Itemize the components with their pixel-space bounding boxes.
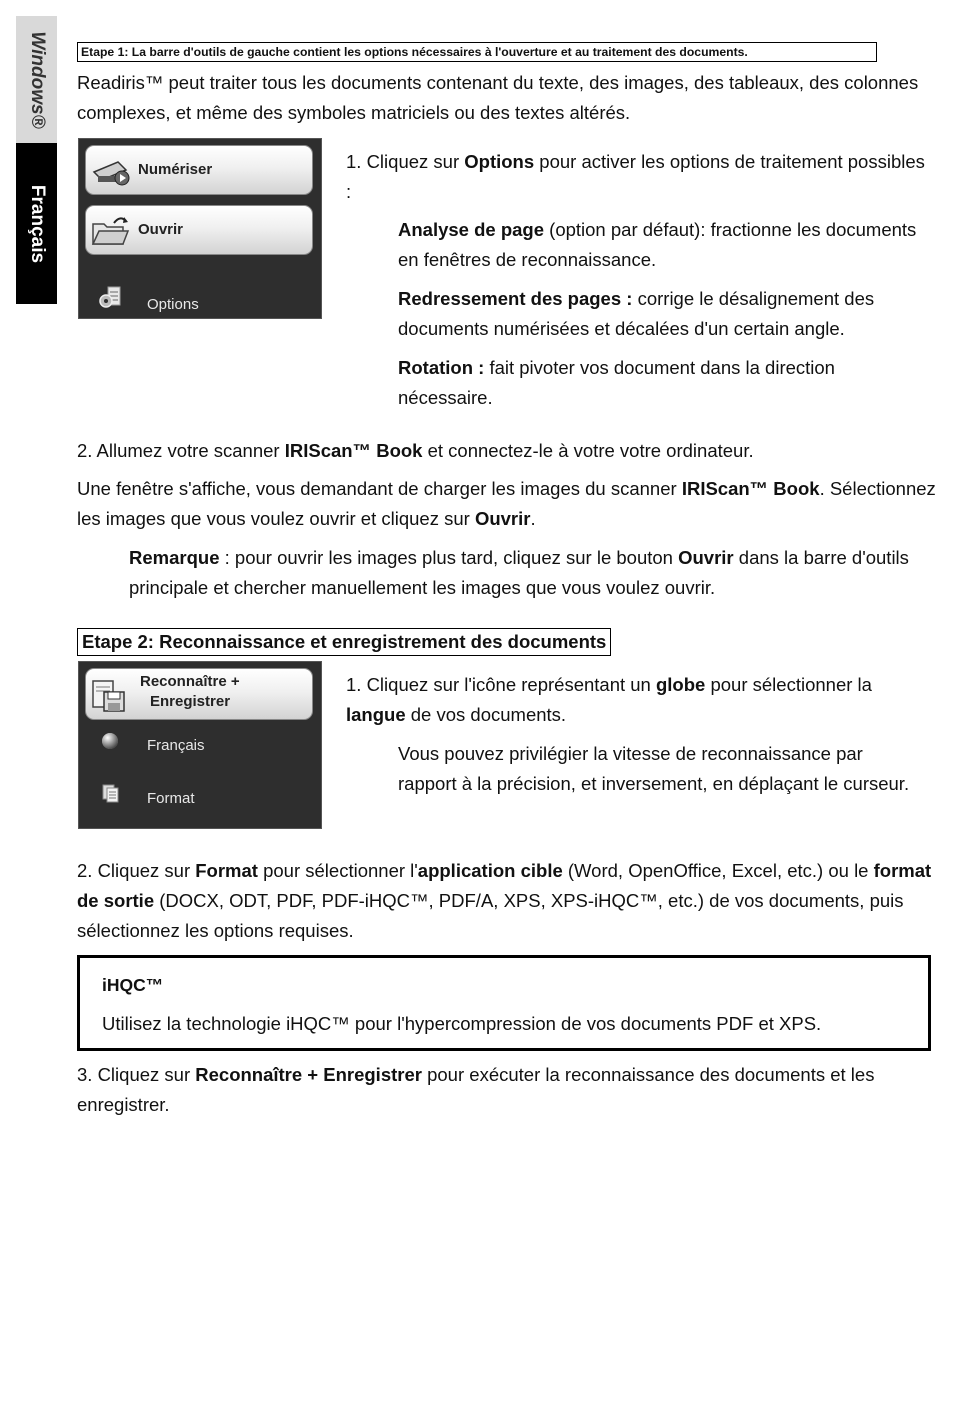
step1-item1 (346, 147, 926, 207)
side-tab-windows-label: Windows® (26, 30, 48, 129)
globe-icon (99, 730, 121, 758)
step1-item2-pre: 2. Allumez votre scanner (77, 440, 285, 461)
ihqc-box (77, 955, 931, 1051)
remark-bold1: Remarque (129, 547, 220, 568)
format-icon (99, 783, 121, 811)
step1-paragraph-post: . (530, 508, 536, 529)
remark (129, 543, 934, 603)
option-rotation-text: fait pivoter vos document dans la direction nécessaire. (398, 357, 835, 408)
step2-item2-bold3: format de sortie (77, 860, 932, 911)
option-analyse-bold: Analyse de page (398, 219, 545, 240)
side-tab-windows (16, 16, 57, 143)
step2-item3-post: pour exécuter la reconnaissance des documents et les enregistrer. (77, 1064, 875, 1115)
step1-paragraph (77, 474, 937, 534)
step2-item2-mid1: pour sélectionner l' (257, 860, 418, 881)
step2-item1-bold1: globe (655, 674, 706, 695)
option-analyse (398, 215, 918, 275)
format-label: Format (147, 790, 195, 807)
step2-item3-bold: Reconnaître + Enregistrer (195, 1064, 422, 1085)
step1-item2-post: et connectez-le à votre votre ordinateur. (422, 440, 754, 461)
side-tab-francais (16, 143, 57, 304)
step2-item1-post: de vos documents. (405, 704, 567, 725)
step2-item2-bold1: Format (195, 860, 258, 881)
step2-item2-post: (DOCX, ODT, PDF, PDF-iHQC™, PDF/A, XPS, XPS-iHQC™, etc.) de vos documents, puis sélectionnez les options requises. (77, 890, 904, 941)
step2-item3-pre: 3. Cliquez sur (77, 1064, 196, 1085)
step1-item2 (77, 436, 937, 466)
remark-post: dans la barre d'outils principale et chercher manuellement les images que vous voulez ouvrir. (129, 547, 909, 598)
step2-heading: Etape 2: Reconnaissance et enregistrement des documents (77, 628, 611, 656)
step2-item1-mid: pour sélectionner la (705, 674, 872, 695)
option-redressement-bold: Redressement des pages : (398, 288, 633, 309)
remark-pre: : pour ouvrir les images plus tard, cliquez sur le bouton (219, 547, 679, 568)
step1-paragraph-bold2: Ouvrir (474, 508, 531, 529)
step1-item2-bold: IRIScan™ Book (284, 440, 423, 461)
options-label: Options (147, 296, 199, 313)
recognize-label-line1: Reconnaître + (140, 673, 240, 690)
side-tab-francais-label: Français (26, 184, 48, 263)
step2-item1-bold2: langue (346, 704, 406, 725)
step2-item2-bold2: application cible (417, 860, 563, 881)
step2-item2-pre: 2. Cliquez sur (77, 860, 196, 881)
toolbar-screenshot-1 (78, 138, 322, 319)
step1-item1-pre: 1. Cliquez sur (346, 151, 465, 172)
step2-item2 (77, 856, 937, 946)
side-tab (16, 16, 57, 304)
step1-paragraph-pre: Une fenêtre s'affiche, vous demandant de charger les images du scanner (77, 478, 682, 499)
recognize-label-line2: Enregistrer (150, 693, 231, 710)
options-item[interactable] (99, 285, 199, 317)
scanner-icon (92, 156, 130, 197)
recognize-save-button[interactable] (85, 668, 313, 720)
option-redressement-text: corrige le désalignement des documents numérisées et décalées d'un certain angle. (398, 288, 875, 339)
format-item[interactable] (99, 783, 195, 811)
step2-item3 (77, 1060, 937, 1120)
ihqc-text: Utilisez la technologie iHQC™ pour l'hypercompression de vos documents PDF et XPS. (102, 1013, 822, 1034)
step2-item1 (346, 670, 936, 730)
open-label: Ouvrir (138, 221, 184, 238)
option-analyse-text: (option par défaut): fractionne les documents en fenêtres de reconnaissance. (398, 219, 917, 270)
step2-item1-pre: 1. Cliquez sur l'icône représentant un (346, 674, 656, 695)
save-icon (90, 677, 130, 724)
recognize-save-label (140, 672, 240, 712)
language-item[interactable] (99, 730, 205, 758)
option-rotation (398, 353, 918, 413)
remark-bold2: Ouvrir (678, 547, 734, 568)
option-redressement (398, 284, 923, 344)
open-button[interactable] (85, 205, 313, 255)
step1-item1-bold: Options (464, 151, 535, 172)
step2-item2-mid2: (Word, OpenOffice, Excel, etc.) ou le (562, 860, 874, 881)
options-icon (99, 285, 121, 317)
toolbar-screenshot-2 (78, 661, 322, 829)
option-rotation-bold: Rotation : (398, 357, 485, 378)
folder-icon (90, 214, 130, 259)
step1-item1-post: pour activer les options de traitement possibles : (346, 151, 925, 202)
scan-button[interactable] (85, 145, 313, 195)
step1-paragraph-bold1: IRIScan™ Book (681, 478, 820, 499)
step1-heading: Etape 1: La barre d'outils de gauche contient les options nécessaires à l'ouverture et au traitement des documents. (77, 42, 877, 62)
ihqc-title: iHQC™ (102, 975, 164, 995)
step1-paragraph-mid: . Sélectionnez les images que vous voulez ouvrir et cliquez sur (77, 478, 936, 529)
step1-intro: Readiris™ peut traiter tous les documents contenant du texte, des images, des tableaux, des colonnes complexes, et même des symboles matriciels ou des textes altérés. (77, 72, 919, 123)
language-label: Français (147, 737, 205, 754)
scan-label: Numériser (138, 161, 213, 178)
speed-note: Vous pouvez privilégier la vitesse de reconnaissance par rapport à la précision, et inversement, en déplaçant le curseur. (398, 743, 910, 794)
